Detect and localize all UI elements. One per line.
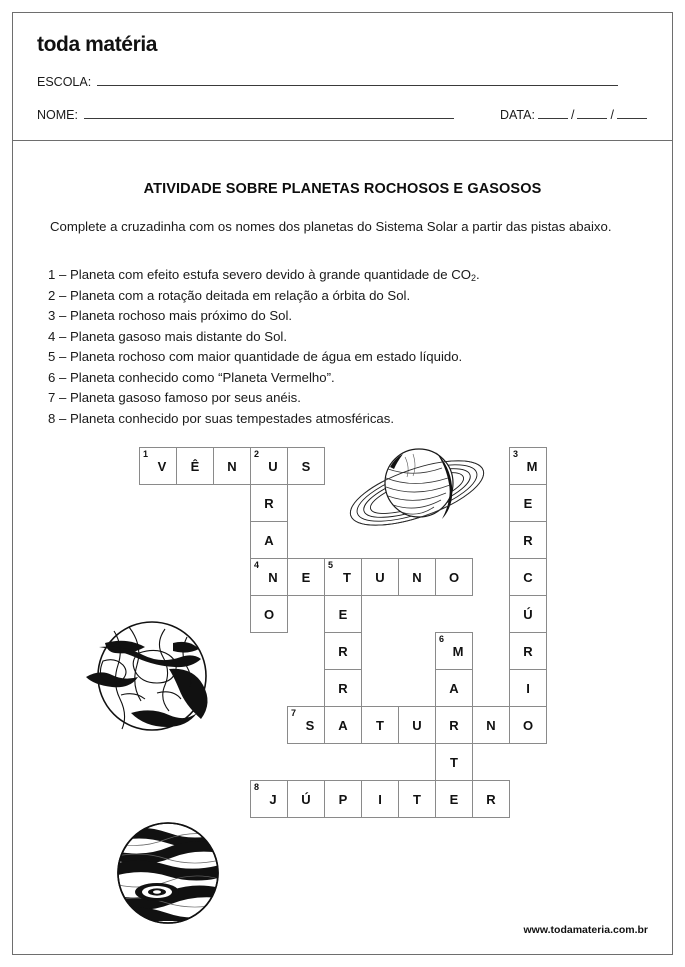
crossword-cell-r7-c4[interactable] (287, 706, 325, 744)
crossword-cell-r9-c5[interactable] (324, 780, 362, 818)
crossword-cell-letter: V (157, 458, 167, 474)
crossword-cell-r5-c5[interactable] (324, 632, 362, 670)
earth-illustration (69, 617, 235, 735)
clue-subscript: 2 (471, 273, 477, 283)
crossword-cell-letter: N (412, 569, 422, 585)
crossword-cell-letter: O (522, 717, 534, 733)
crossword-cell-r0-c4[interactable] (287, 447, 325, 485)
crossword-cell-letter: R (523, 532, 533, 548)
crossword-cell-letter: A (449, 680, 459, 696)
crossword-cell-letter: T (376, 717, 384, 733)
crossword-cell-r3-c6[interactable] (361, 558, 399, 596)
data-field-row (500, 108, 650, 122)
crossword-cell-r4-c10[interactable] (509, 595, 547, 633)
clue-item-7 (48, 388, 648, 408)
crossword-cell-letter: R (486, 791, 496, 807)
data-slash-1: / (570, 108, 575, 122)
crossword-cell-letter: Ú (301, 791, 311, 807)
crossword-cell-letter: I (526, 680, 530, 696)
crossword-cell-number: 7 (291, 708, 297, 718)
clue-number: 8 (48, 410, 59, 426)
crossword-cell-letter: Ú (523, 606, 533, 622)
crossword-cell-number: 1 (143, 449, 149, 459)
crossword-cell-r0-c1[interactable] (176, 447, 214, 485)
crossword-cell-r8-c8[interactable] (435, 743, 473, 781)
crossword-cell-r2-c3[interactable] (250, 521, 288, 559)
crossword-cell-r1-c10[interactable] (509, 484, 547, 522)
crossword-cell-r9-c4[interactable] (287, 780, 325, 818)
crossword-cell-letter: E (338, 606, 348, 622)
crossword-cell-letter: U (375, 569, 385, 585)
worksheet-header (13, 13, 672, 141)
crossword-cell-letter: E (523, 495, 533, 511)
crossword-cell-letter: T (450, 754, 458, 770)
crossword-cell-number: 8 (254, 782, 260, 792)
crossword-cell-letter: R (338, 680, 348, 696)
crossword-cell-letter: E (301, 569, 311, 585)
crossword-cell-r3-c10[interactable] (509, 558, 547, 596)
clue-text: – Planeta com efeito estufa severo devido à grande quantidade de CO (59, 267, 472, 282)
escola-label: ESCOLA: (37, 75, 92, 89)
clue-text: – Planeta conhecido como “Planeta Vermelho”. (59, 369, 335, 385)
clue-number: 2 (48, 287, 59, 303)
clue-text: – Planeta gasoso mais distante do Sol. (59, 328, 287, 344)
data-year-input[interactable] (617, 108, 647, 119)
clue-number: 6 (48, 369, 59, 385)
crossword-cell-r7-c5[interactable] (324, 706, 362, 744)
crossword-cell-number: 2 (254, 449, 260, 459)
crossword-cell-letter: M (526, 458, 538, 474)
crossword-cell-r7-c9[interactable] (472, 706, 510, 744)
crossword-cell-number: 3 (513, 449, 519, 459)
clue-item-4 (48, 327, 648, 347)
clues-list (48, 265, 648, 429)
data-month-input[interactable] (577, 108, 607, 119)
crossword-cell-letter: I (378, 791, 382, 807)
crossword-cell-letter: R (523, 643, 533, 659)
clue-text: – Planeta gasoso famoso por seus anéis. (59, 390, 301, 406)
crossword-cell-letter: R (338, 643, 348, 659)
clue-item-6 (48, 368, 648, 388)
clue-text: – Planeta rochoso mais próximo do Sol. (59, 308, 293, 324)
crossword-cell-r6-c5[interactable] (324, 669, 362, 707)
crossword-cell-r7-c8[interactable] (435, 706, 473, 744)
crossword-cell-letter: N (486, 717, 496, 733)
jupiter-illustration (101, 819, 235, 927)
crossword-cell-r0-c2[interactable] (213, 447, 251, 485)
crossword-cell-number: 6 (439, 634, 445, 644)
crossword-cell-letter: R (264, 495, 274, 511)
crossword-cell-letter: S (305, 717, 315, 733)
clue-text: – Planeta com a rotação deitada em relação a órbita do Sol. (59, 287, 411, 303)
crossword-cell-letter: J (269, 791, 277, 807)
crossword-cell-r3-c3[interactable] (250, 558, 288, 596)
crossword-cell-letter: T (413, 791, 421, 807)
crossword-cell-r4-c5[interactable] (324, 595, 362, 633)
escola-field-row (37, 75, 618, 89)
data-slash-2: / (610, 108, 614, 122)
nome-input-line[interactable] (84, 108, 454, 119)
crossword-cell-letter: N (268, 569, 278, 585)
crossword-cell-letter: M (452, 643, 464, 659)
crossword-cell-letter: U (412, 717, 422, 733)
clue-item-3 (48, 306, 648, 326)
clue-item-1 (48, 265, 648, 286)
escola-input-line[interactable] (97, 75, 618, 86)
clue-number: 7 (48, 390, 59, 406)
clue-number: 3 (48, 308, 59, 324)
data-label: DATA: (500, 108, 535, 122)
clue-item-2 (48, 286, 648, 306)
crossword-cell-letter: A (264, 532, 274, 548)
crossword-cell-letter: R (449, 717, 459, 733)
brand-logo: toda matéria (37, 33, 158, 56)
crossword-cell-letter: C (523, 569, 533, 585)
crossword-cell-letter: O (263, 606, 275, 622)
crossword-cell-r9-c8[interactable] (435, 780, 473, 818)
crossword-cell-r5-c10[interactable] (509, 632, 547, 670)
crossword-cell-r5-c8[interactable] (435, 632, 473, 670)
crossword-cell-r6-c8[interactable] (435, 669, 473, 707)
crossword-cell-r7-c10[interactable] (509, 706, 547, 744)
crossword-cell-r6-c10[interactable] (509, 669, 547, 707)
data-day-input[interactable] (538, 108, 568, 119)
crossword-cell-letter: E (449, 791, 459, 807)
crossword-cell-r0-c0[interactable] (139, 447, 177, 485)
crossword-cell-r3-c4[interactable] (287, 558, 325, 596)
crossword-cell-letter: N (227, 458, 237, 474)
clue-text: – Planeta conhecido por suas tempestades atmosféricas. (59, 410, 395, 426)
crossword-cell-r9-c3[interactable] (250, 780, 288, 818)
worksheet-sheet (12, 12, 673, 955)
crossword-cell-r9-c6[interactable] (361, 780, 399, 818)
crossword-cell-letter: O (448, 569, 460, 585)
clue-item-8 (48, 409, 648, 429)
crossword-cell-number: 5 (328, 560, 334, 570)
nome-label: NOME: (37, 108, 78, 122)
crossword-cell-letter: P (338, 791, 348, 807)
clue-text: – Planeta rochoso com maior quantidade de água em estado líquido. (59, 349, 463, 365)
crossword-cell-letter: Ê (190, 458, 200, 474)
crossword-cell-r9-c7[interactable] (398, 780, 436, 818)
crossword-cell-r3-c5[interactable] (324, 558, 362, 596)
clue-number: 5 (48, 349, 59, 365)
crossword-cell-r3-c8[interactable] (435, 558, 473, 596)
saturn-illustration (341, 437, 493, 545)
crossword-cell-letter: T (343, 569, 351, 585)
crossword-cell-r7-c6[interactable] (361, 706, 399, 744)
nome-field-row (37, 108, 454, 122)
crossword-cell-number: 4 (254, 560, 260, 570)
crossword-cell-r4-c3[interactable] (250, 595, 288, 633)
crossword-cell-letter: S (301, 458, 311, 474)
intro-text: Complete a cruzadinha com os nomes dos planetas do Sistema Solar a partir das pistas abaixo. (50, 219, 612, 234)
clue-text-tail: . (476, 267, 480, 282)
crossword-cell-r0-c3[interactable] (250, 447, 288, 485)
crossword-cell-letter: A (338, 717, 348, 733)
crossword-cell-r2-c10[interactable] (509, 521, 547, 559)
clue-number: 1 (48, 267, 59, 282)
crossword-cell-r7-c7[interactable] (398, 706, 436, 744)
clue-number: 4 (48, 328, 59, 344)
clue-item-5 (48, 347, 648, 367)
crossword-cell-letter: U (268, 458, 278, 474)
crossword-cell-r9-c9[interactable] (472, 780, 510, 818)
footer-url: www.todamateria.com.br (523, 924, 648, 936)
crossword-cell-r1-c3[interactable] (250, 484, 288, 522)
crossword-cell-r3-c7[interactable] (398, 558, 436, 596)
page-title: ATIVIDADE SOBRE PLANETAS ROCHOSOS E GASOSOS (143, 181, 542, 197)
crossword-cell-r0-c10[interactable] (509, 447, 547, 485)
